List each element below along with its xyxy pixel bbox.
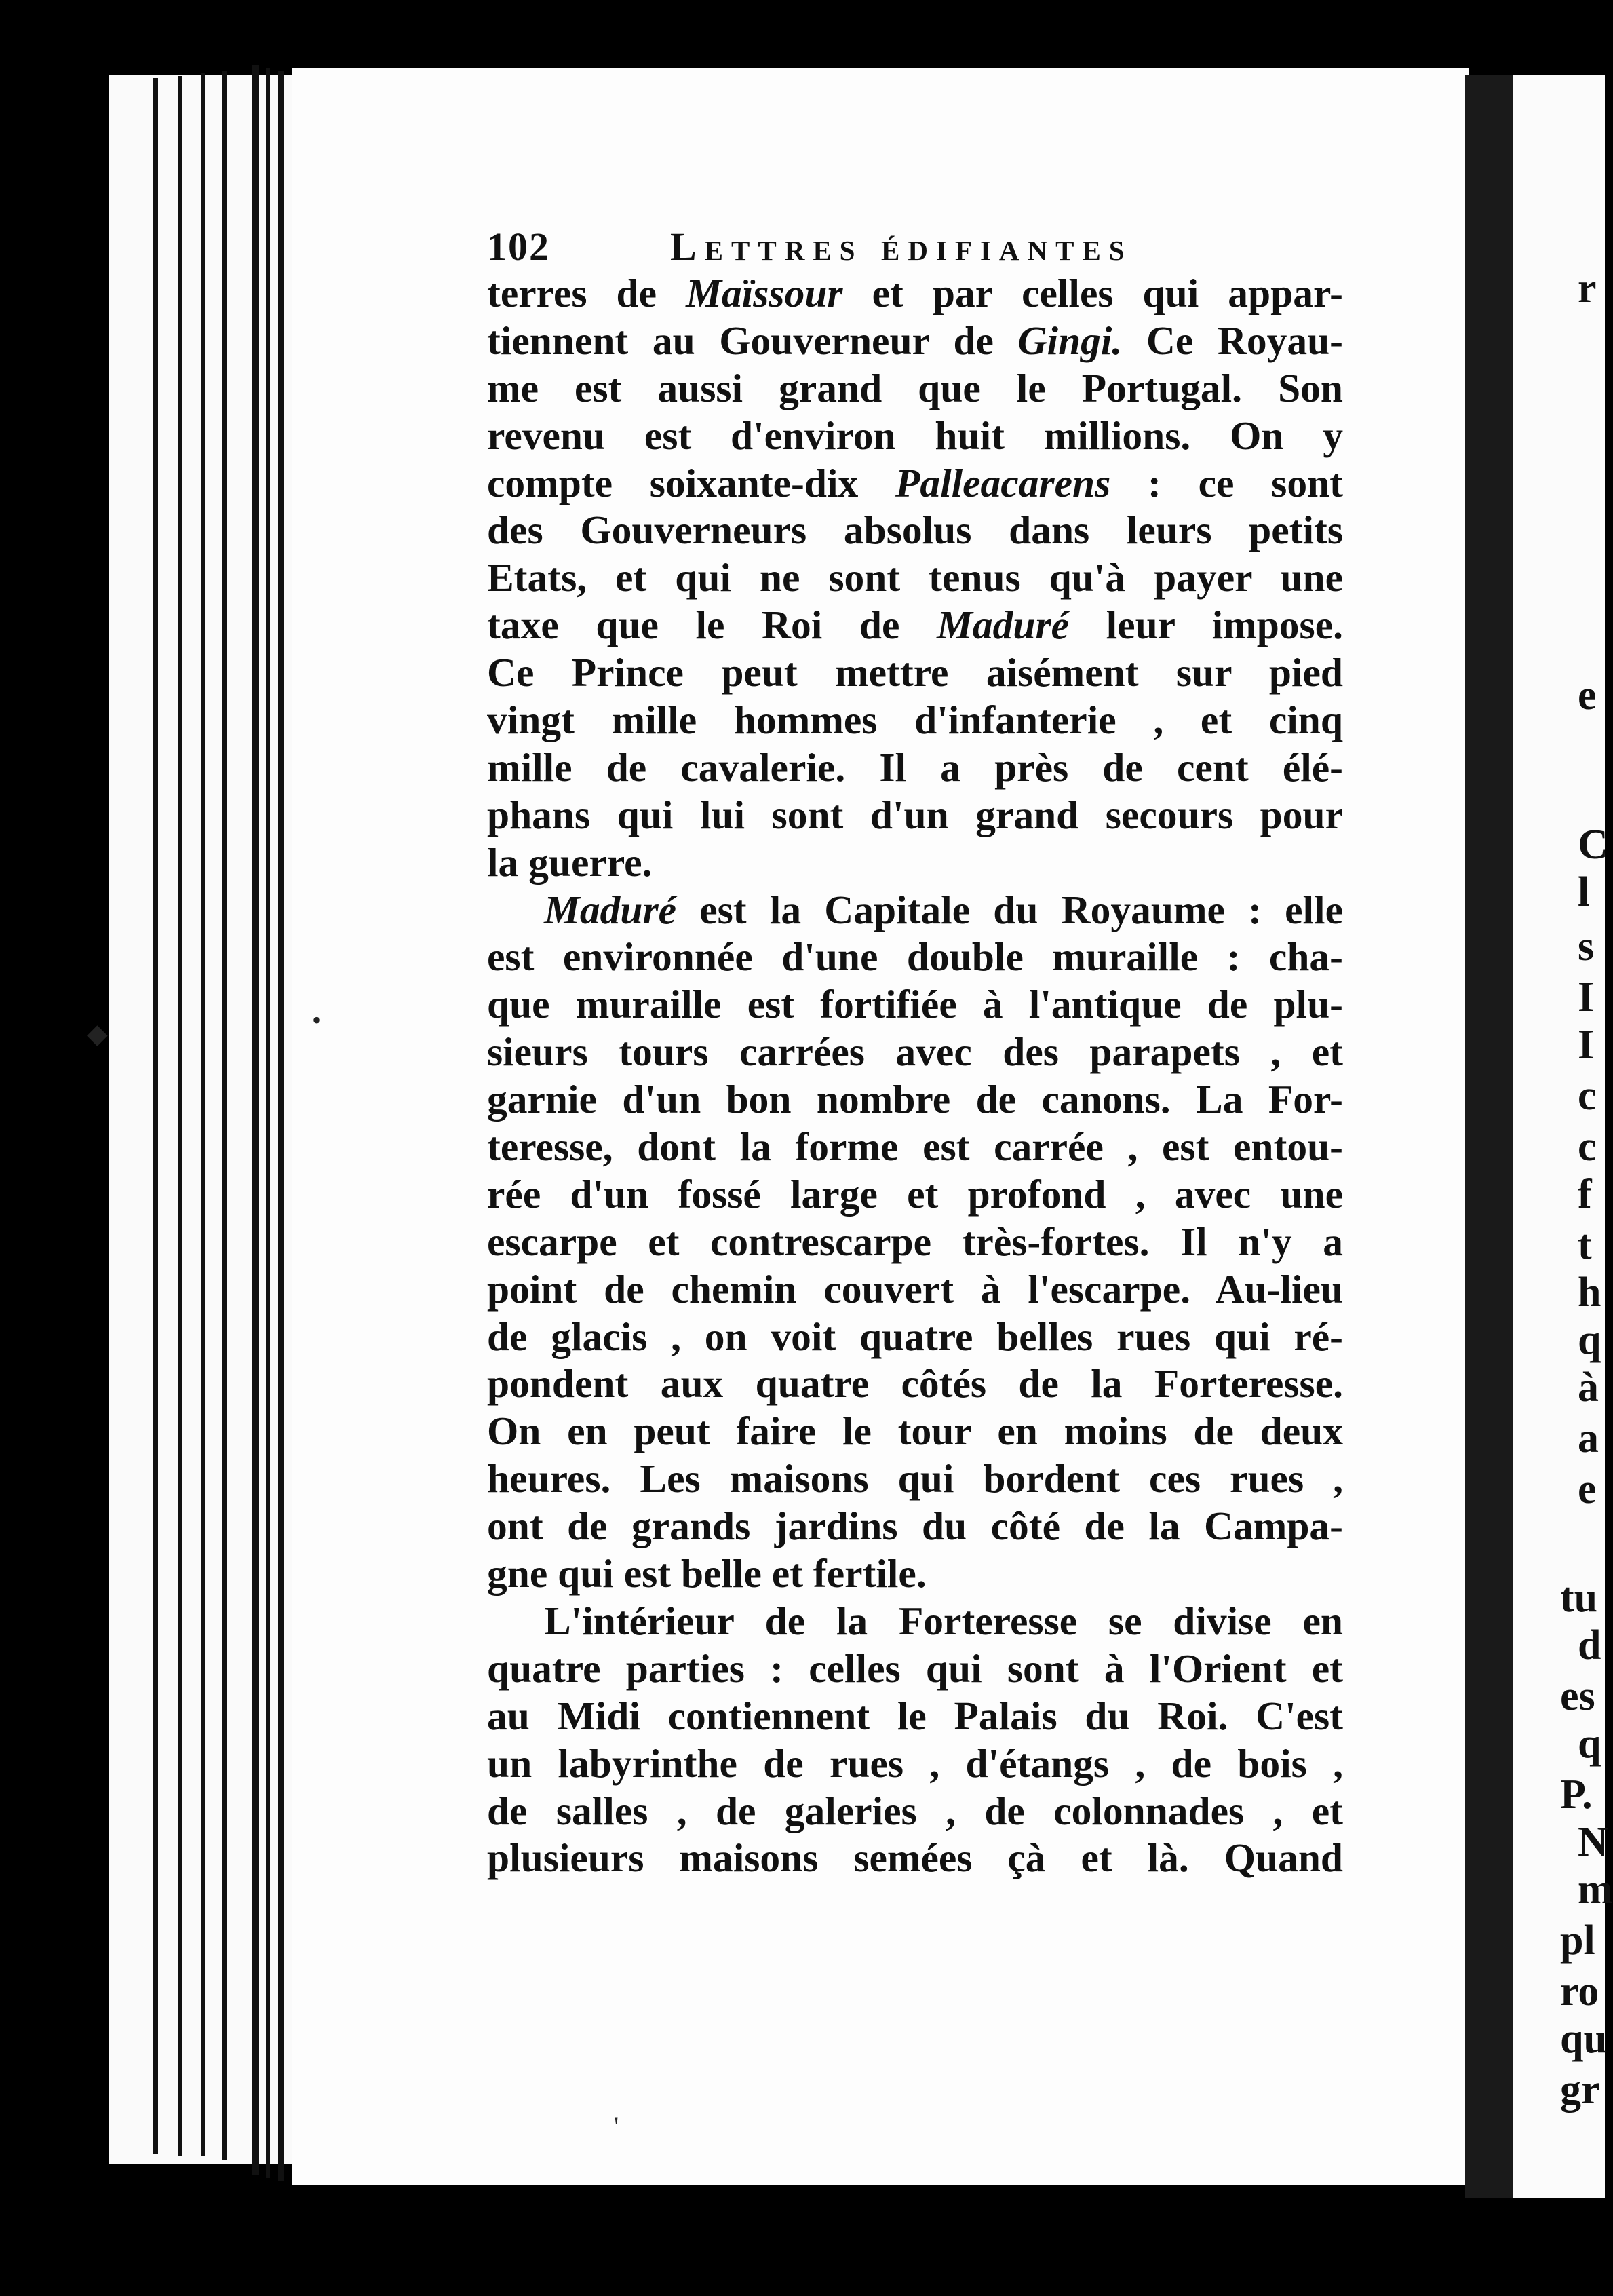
next-page-fragment: I bbox=[1578, 974, 1595, 1020]
text-line bbox=[487, 887, 1343, 934]
text-run: me est aussi grand que le Portugal. Son bbox=[487, 365, 1343, 410]
text-run: compte soixante-dix bbox=[487, 460, 895, 505]
next-page-fragment: C bbox=[1578, 822, 1608, 868]
next-page-fragment: es bbox=[1560, 1673, 1595, 1719]
speck-mark: • bbox=[312, 1005, 322, 1035]
text-run: que muraille est fortifiée à l'antique de plu- bbox=[487, 982, 1343, 1027]
text-line bbox=[487, 649, 1343, 697]
page-edge-line bbox=[222, 71, 227, 2160]
text-run: phans qui lui sont d'un grand secours pour bbox=[487, 792, 1343, 837]
text-run: Ce Royau- bbox=[1122, 318, 1343, 363]
text-line bbox=[487, 1408, 1343, 1455]
text-run: escarpe et contrescarpe très-fortes. Il n'y a bbox=[487, 1219, 1343, 1264]
text-line bbox=[487, 1124, 1343, 1171]
text-line bbox=[487, 1788, 1343, 1835]
text-run: : ce sont bbox=[1110, 460, 1343, 505]
text-run: et par celles qui appar- bbox=[842, 271, 1343, 315]
text-line bbox=[487, 1171, 1343, 1219]
text-run: terres de bbox=[487, 271, 686, 315]
text-run: Etats, et qui ne sont tenus qu'à payer une bbox=[487, 555, 1343, 600]
page-edge-line bbox=[201, 73, 205, 2156]
text-line bbox=[487, 1835, 1343, 1882]
text-line bbox=[487, 981, 1343, 1029]
text-line bbox=[487, 602, 1343, 649]
page-edge-line bbox=[178, 76, 182, 2156]
text-line bbox=[487, 1598, 1343, 1645]
page-edge-line bbox=[266, 68, 270, 2178]
italic-term: Maduré bbox=[544, 887, 677, 932]
next-page-fragment: q bbox=[1578, 1317, 1601, 1363]
text-line bbox=[487, 1360, 1343, 1408]
text-line bbox=[487, 1503, 1343, 1550]
speck-mark: ◆ bbox=[87, 1018, 108, 1049]
text-line bbox=[487, 270, 1343, 318]
next-page-fragment: c bbox=[1578, 1124, 1597, 1170]
text-run: est environnée d'une double muraille : cha- bbox=[487, 934, 1343, 980]
page-edge-line bbox=[153, 78, 158, 2154]
text-run: gne qui est belle et fertile. bbox=[487, 1551, 927, 1596]
next-page-fragment: s bbox=[1578, 923, 1595, 970]
italic-term: Maduré bbox=[936, 602, 1070, 648]
body-text bbox=[487, 270, 1343, 1882]
text-run: de salles , de galeries , de colonnades , et bbox=[487, 1788, 1343, 1833]
text-run: plusieurs maisons semées çà et là. Quand bbox=[487, 1835, 1343, 1881]
italic-term: Palleacarens bbox=[895, 460, 1111, 505]
text-run: teresse, dont la forme est carrée , est entou- bbox=[487, 1124, 1343, 1170]
next-page-fragment: I bbox=[1578, 1022, 1595, 1068]
text-run: sieurs tours carrées avec des parapets , et bbox=[487, 1029, 1343, 1075]
text-run: heures. Les maisons qui bordent ces rues , bbox=[487, 1456, 1343, 1501]
next-page-fragment: h bbox=[1578, 1269, 1601, 1316]
text-line bbox=[487, 792, 1343, 839]
text-line bbox=[487, 744, 1343, 792]
page-edge-line bbox=[252, 65, 259, 2175]
text-line bbox=[487, 1693, 1343, 1740]
text-line bbox=[487, 318, 1343, 365]
next-page-fragment: N bbox=[1578, 1819, 1608, 1865]
text-line bbox=[487, 365, 1343, 413]
text-line bbox=[487, 554, 1343, 602]
text-line bbox=[487, 934, 1343, 981]
text-line bbox=[487, 1645, 1343, 1693]
text-line bbox=[487, 1219, 1343, 1266]
next-page-fragment: ro bbox=[1560, 1968, 1599, 2014]
text-run: la guerre. bbox=[487, 839, 653, 885]
text-run: vingt mille hommes d'infanterie , et cinq bbox=[487, 697, 1343, 743]
text-line bbox=[487, 413, 1343, 460]
text-line bbox=[487, 1314, 1343, 1361]
text-run: tiennent au Gouverneur de bbox=[487, 318, 1018, 363]
text-line bbox=[487, 507, 1343, 554]
text-run: rée d'un fossé large et profond , avec une bbox=[487, 1171, 1343, 1217]
italic-term: Maïssour bbox=[686, 271, 843, 315]
text-run: On en peut faire le tour en moins de deux bbox=[487, 1409, 1343, 1454]
text-run: revenu est d'environ huit millions. On y bbox=[487, 413, 1343, 458]
book-gutter bbox=[1465, 75, 1513, 2198]
text-run: un labyrinthe de rues , d'étangs , de bois , bbox=[487, 1740, 1343, 1786]
text-run: est la Capitale du Royaume : elle bbox=[676, 887, 1343, 932]
speck-mark: ' bbox=[614, 2111, 619, 2141]
next-page-fragment: à bbox=[1578, 1364, 1599, 1411]
page-number: 102 bbox=[487, 225, 550, 269]
next-page-fragment: d bbox=[1578, 1622, 1601, 1668]
text-run: de glacis , on voit quatre belles rues qui ré- bbox=[487, 1314, 1343, 1359]
text-line bbox=[487, 460, 1343, 508]
text-run: quatre parties : celles qui sont à l'Orient et bbox=[487, 1645, 1343, 1691]
next-page-fragment: tu bbox=[1560, 1575, 1598, 1621]
next-page-fragment: r bbox=[1578, 265, 1597, 311]
next-page-fragment: f bbox=[1578, 1171, 1592, 1217]
text-run: taxe que le Roi de bbox=[487, 602, 937, 648]
next-page-fragment: t bbox=[1578, 1222, 1592, 1268]
next-page-fragment: P. bbox=[1560, 1772, 1593, 1818]
text-run: leur impose. bbox=[1069, 602, 1343, 648]
text-line bbox=[487, 1740, 1343, 1788]
text-line bbox=[487, 839, 1343, 887]
next-page-fragment: qu bbox=[1560, 2016, 1607, 2062]
running-title: Lettres édifiantes bbox=[670, 225, 1133, 269]
next-page-edge bbox=[1513, 75, 1613, 2198]
text-run: des Gouverneurs absolus dans leurs petits bbox=[487, 508, 1343, 553]
text-line bbox=[487, 1266, 1343, 1314]
text-line bbox=[487, 1076, 1343, 1124]
text-line bbox=[487, 1550, 1343, 1598]
next-page-fragment: e bbox=[1578, 672, 1597, 719]
italic-term: Gingi. bbox=[1017, 318, 1123, 363]
text-run: pondent aux quatre côtés de la Forteresse. bbox=[487, 1361, 1343, 1407]
text-run: ont de grands jardins du côté de la Campa- bbox=[487, 1504, 1343, 1549]
next-page-fragment: m bbox=[1578, 1867, 1613, 1913]
next-page-fragment: l bbox=[1578, 869, 1590, 915]
text-run: Ce Prince peut mettre aisément sur pied bbox=[487, 650, 1343, 695]
next-page-fragment: gr bbox=[1560, 2067, 1600, 2113]
text-line bbox=[487, 697, 1343, 744]
next-page-fragment: a bbox=[1578, 1415, 1599, 1461]
next-page-fragment: q bbox=[1578, 1721, 1601, 1767]
next-page-fragment: c bbox=[1578, 1073, 1597, 1119]
text-run: point de chemin couvert à l'escarpe. Au-lieu bbox=[487, 1266, 1343, 1312]
next-page-fragment: e bbox=[1578, 1466, 1597, 1512]
text-run: L'intérieur de la Forteresse se divise en bbox=[544, 1598, 1343, 1643]
text-run: mille de cavalerie. Il a près de cent élé- bbox=[487, 744, 1343, 790]
next-page-fragment: pl bbox=[1560, 1917, 1595, 1964]
text-run: garnie d'un bon nombre de canons. La For- bbox=[487, 1077, 1343, 1122]
text-run: au Midi contiennent le Palais du Roi. C'est bbox=[487, 1693, 1343, 1738]
text-line bbox=[487, 1455, 1343, 1503]
page-edge-line bbox=[278, 71, 284, 2181]
text-line bbox=[487, 1029, 1343, 1076]
